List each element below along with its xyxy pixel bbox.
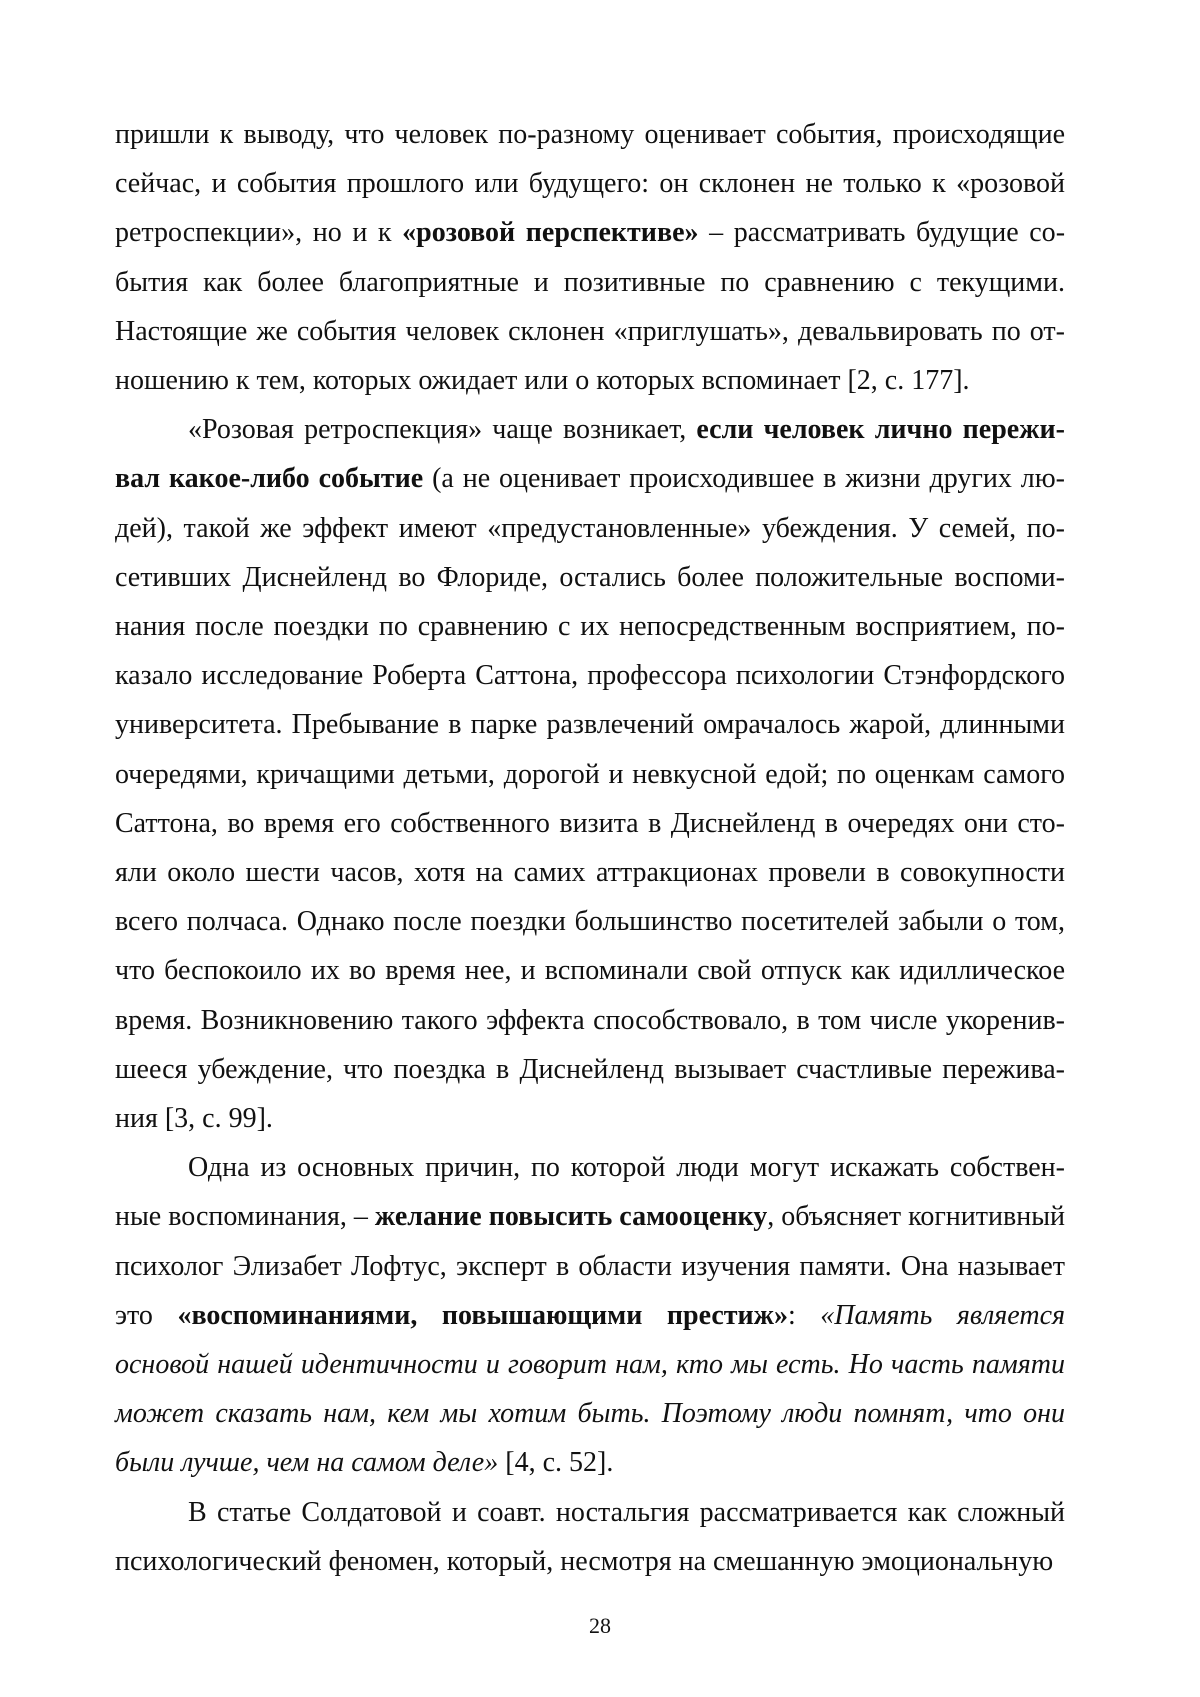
text-run: [4, с. 52]. — [498, 1447, 614, 1479]
text-run: , объясняет когнитивный психолог Элизабет Лофтус, эксперт в области изучения памяти. Она называет это — [115, 1201, 1065, 1331]
text-run: «Розовая ретроспекция» чаще возникает, — [188, 414, 697, 446]
text-run: : — [787, 1299, 821, 1331]
page-number: 28 — [589, 1613, 611, 1638]
bold-phrase-raise-self-esteem: желание повысить самооценку — [374, 1201, 768, 1233]
text-run: (а не оценивает происходившее в жизни других людей), такой же эффект имеют «предустановленные» убеждения. У семей, посетивших Диснейленд во Флориде, остались более положительные воспоминания после поездки по сравнению с их непосредственным восприятием, показало исследование Роберта Саттона, профессора психологии Стэнфордского университета. Пребывание в парке развлечений омрачалось жарой, длинными очередями, кричащими детьми, дорогой и невкусной едой; по оценкам самого Саттона, во время его собственного визита в Диснейленд в очередях они стояли около шести часов, хотя на самих аттракционах провели в совокупности всего полчаса. Однако после поездки большинство посетителей забыли о том, что беспокоило их во время нее, и вспоминали свой отпуск как идиллическое время. Возникновению такого эффекта способствовало, в том числе укоренившееся убеждение, что поездка в Диснейленд вызывает счастливые переживания [3, с. 99]. — [115, 463, 1065, 1135]
text-run: – рассматривать будущие события как более благоприятные и позитивные по сравнению с текущими. Настоящие же события человек склонен «приглушать», девальвировать по отношению к тем, которых ожидает или о которых вспоминает [2, с. 177]. — [115, 217, 1066, 397]
text-run: В статье Солдатовой и соавт. ностальгия рассматривается как сложный психологический феномен, который, несмотря на смешанную эмоциональную — [115, 1496, 1065, 1577]
paragraph-self-esteem — [115, 1143, 1065, 1487]
paragraph-rosy-retrospection — [115, 405, 1065, 1143]
bold-term-prestige-memories: «воспоминаниями, повышающими престиж» — [177, 1299, 788, 1331]
page-body — [115, 110, 1065, 1586]
paragraph-rosy-perspective — [115, 110, 1065, 405]
text-run: пришли к выводу, что человек по-разному оценивает события, происходящие сейчас, и события прошлого или будущего: он склонен не только к «розовой ретроспекции», но и к — [115, 119, 1065, 249]
paragraph-nostalgia — [115, 1488, 1065, 1586]
italic-quote-loftus: «Память является основой нашей идентичности и говорит нам, кто мы есть. Но часть памяти может сказать нам, кем мы хотим быть. Поэтому люди помнят, что они были лучше, чем на самом деле» — [115, 1299, 1066, 1479]
text-run: Одна из основных причин, по которой люди могут искажать собственные воспоминания, – — [115, 1152, 1065, 1233]
bold-phrase-personal-experience: если человек лично переживал какое-либо событие — [115, 414, 1065, 495]
bold-term-rosy-perspective: «розовой перспективе» — [402, 217, 699, 249]
